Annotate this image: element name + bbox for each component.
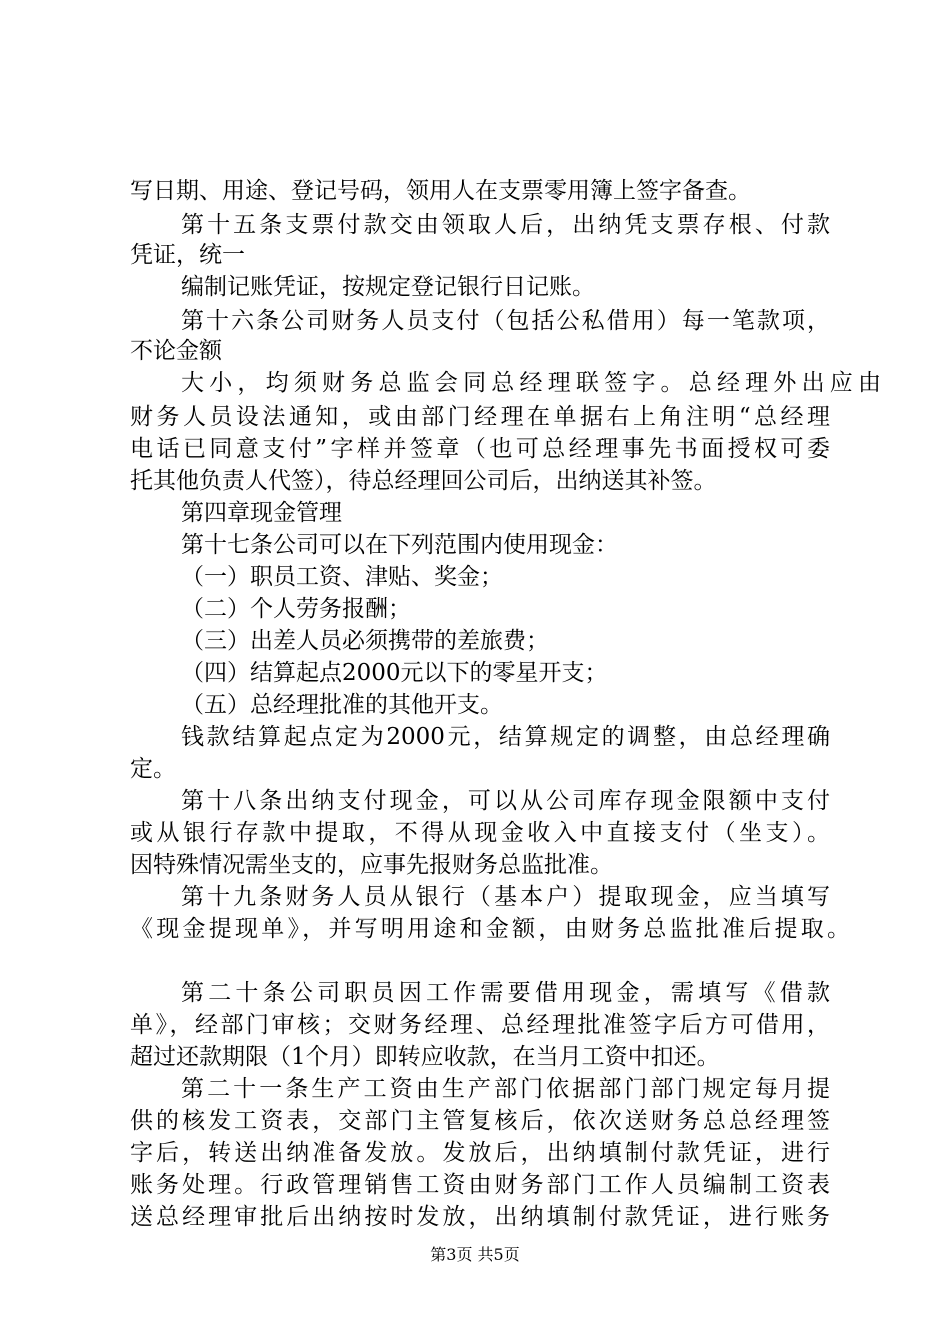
text-line-8: 财务人员设法通知，或由部门经理在单据右上角注明“总经理: [130, 404, 830, 430]
text-line-28: 第二十一条生产工资由生产部门依据部门部门规定每月提: [181, 1076, 830, 1102]
list-item-1: （一）职员工资、津贴、奖金；: [181, 564, 503, 590]
text-line-25: 第二十条公司职员因工作需要借用现金，需填写《借款: [181, 980, 830, 1006]
text-line-27: 超过还款期限（1个月）即转应收款，在当月工资中扣还。: [130, 1044, 720, 1070]
text-line-23: 第十九条财务人员从银行（基本户）提取现金，应当填写: [181, 884, 830, 910]
text-line-7: 大小，均须财务总监会同总经理联签字。总经理外出应由: [181, 370, 881, 396]
text-line-32: 送总经理审批后出纳按时发放，出纳填制付款凭证，进行账务: [130, 1204, 830, 1230]
text-line-22: 因特殊情况需坐支的，应事先报财务总监批准。: [130, 852, 613, 878]
chapter-heading: 第四章现金管理: [181, 500, 342, 526]
text-line-26: 单》，经部门审核；交财务经理、总经理批准签字后方可借用，: [130, 1012, 830, 1038]
text-line-30: 字后，转送出纳准备发放。发放后，出纳填制付款凭证，进行: [130, 1140, 830, 1166]
text-line-18: 钱款结算起点定为2000元，结算规定的调整，由总经理确: [181, 724, 830, 750]
list-item-3: （三）出差人员必须携带的差旅费；: [181, 628, 549, 654]
text-line-9: 电话已同意支付”字样并签章（也可总经理事先书面授权可委: [130, 436, 830, 462]
text-line-24: 《现金提现单》，并写明用途和金额，由财务总监批准后提取。: [130, 916, 850, 942]
text-line-20: 第十八条出纳支付现金，可以从公司库存现金限额中支付: [181, 788, 830, 814]
text-line-4: 编制记账凭证，按规定登记银行日记账。: [181, 274, 595, 300]
text-line-3: 凭证，统一: [130, 242, 245, 268]
text-line-1: 写日期、用途、登记号码，领用人在支票零用簿上签字备查。: [130, 178, 751, 204]
text-line-21: 或从银行存款中提取，不得从现金收入中直接支付（坐支）。: [130, 820, 830, 846]
text-line-29: 供的核发工资表，交部门主管复核后，依次送财务总总经理签: [130, 1108, 830, 1134]
text-line-2: 第十五条支票付款交由领取人后，出纳凭支票存根、付款: [181, 212, 830, 238]
text-line-6: 不论金额: [130, 338, 222, 364]
text-line-31: 账务处理。行政管理销售工资由财务部门工作人员编制工资表: [130, 1172, 830, 1198]
text-line-12: 第十七条公司可以在下列范围内使用现金：: [181, 532, 618, 558]
list-item-2: （二）个人劳务报酬；: [181, 596, 411, 622]
page-number-footer: 第3页 共5页: [430, 1245, 520, 1264]
text-line-19: 定。: [130, 756, 176, 782]
text-line-10: 托其他负责人代签），待总经理回公司后，出纳送其补签。: [130, 468, 717, 494]
list-item-4: （四）结算起点2000元以下的零星开支；: [181, 660, 608, 686]
list-item-5: （五）总经理批准的其他开支。: [181, 692, 503, 718]
text-line-5: 第十六条公司财务人员支付（包括公私借用）每一笔款项，: [181, 308, 830, 334]
